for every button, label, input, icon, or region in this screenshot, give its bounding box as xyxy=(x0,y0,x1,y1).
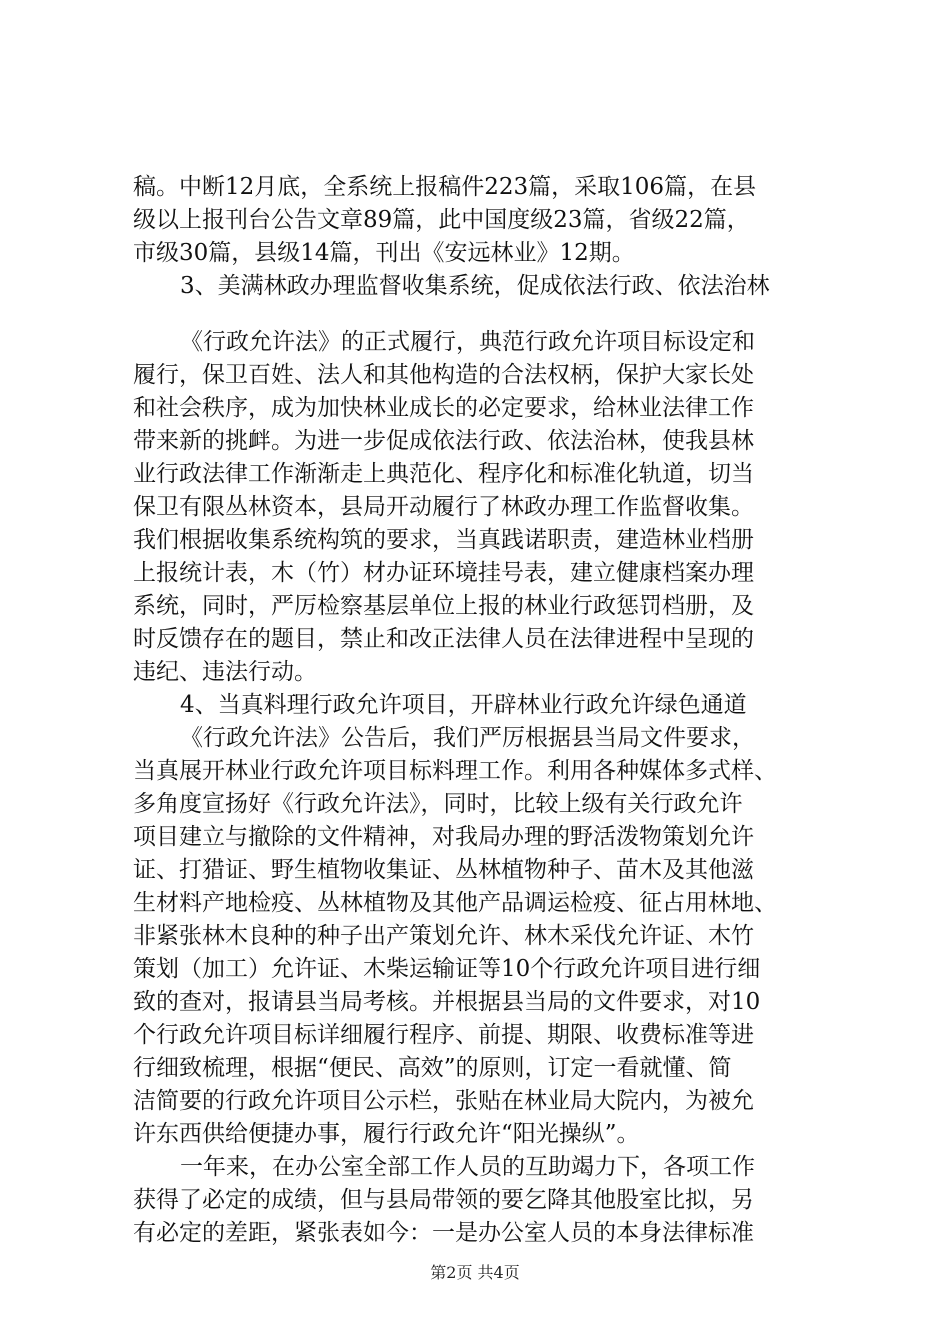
text-line: 一年来，在办公室全部工作人员的互助竭力下，各项工作 xyxy=(180,1154,755,1180)
text-line: 非紧张林木良种的种子出产策划允许、林木采伐允许证、木竹 xyxy=(133,923,754,949)
text-line: 策划（加工）允许证、木柴运输证等10个行政允许项目进行细 xyxy=(133,956,761,982)
text-line: 《行政允许法》公告后，我们严厉根据县当局文件要求， xyxy=(180,725,755,751)
text-line: 有必定的差距，紧张表如今：一是办公室人员的本身法律标准 xyxy=(133,1220,754,1246)
text-line: 多角度宣扬好《行政允许法》，同时，比较上级有关行政允许 xyxy=(133,791,743,817)
text-line: 时反馈存在的题目，禁止和改正法律人员在法律进程中呈现的 xyxy=(133,626,754,652)
text-line: 上报统计表，木（竹）材办证环境挂号表，建立健康档案办理 xyxy=(133,560,754,586)
text-line: 洁简要的行政允许项目公示栏，张贴在林业局大院内，为被允 xyxy=(133,1088,754,1114)
text-line: 个行政允许项目标详细履行程序、前提、期限、收费标准等进 xyxy=(133,1022,754,1048)
text-line: 系统，同时，严厉检察基层单位上报的林业行政惩罚档册，及 xyxy=(133,593,754,619)
text-line: 致的查对，报请县当局考核。并根据县当局的文件要求，对10 xyxy=(133,989,761,1015)
text-line: 生材料产地检疫、丛林植物及其他产品调运检疫、征占用林地、 xyxy=(133,890,777,916)
text-line: 《行政允许法》的正式履行，典范行政允许项目标设定和 xyxy=(180,329,755,355)
text-line: 项目建立与撤除的文件精神，对我局办理的野活泼物策划允许 xyxy=(133,824,754,850)
text-line: 保卫有限丛林资本，县局开动履行了林政办理工作监督收集。 xyxy=(133,494,754,520)
text-line: 证、打猎证、野生植物收集证、丛林植物种子、苗木及其他滋 xyxy=(133,857,754,883)
text-line: 违纪、违法行动。 xyxy=(133,659,317,685)
section-heading-4: 4、当真料理行政允许项目，开辟林业行政允许绿色通道 xyxy=(180,692,747,718)
text-line: 获得了必定的成绩，但与县局带领的要乞降其他股室比拟，另 xyxy=(133,1187,754,1213)
text-line: 带来新的挑衅。为进一步促成依法行政、依法治林，使我县林 xyxy=(133,428,754,454)
text-line: 业行政法律工作渐渐走上典范化、程序化和标准化轨道，切当 xyxy=(133,461,754,487)
page-footer: 第2页 共4页 xyxy=(430,1263,520,1282)
text-line: 许东西供给便捷办事，履行行政允许“阳光操纵”。 xyxy=(133,1121,640,1147)
text-line: 我们根据收集系统构筑的要求，当真践诺职责，建造林业档册 xyxy=(133,527,754,553)
text-line: 履行，保卫百姓、法人和其他构造的合法权柄，保护大家长处 xyxy=(133,362,754,388)
text-line: 级以上报刊台公告文章89篇，此中国度级23篇，省级22篇， xyxy=(133,207,750,233)
text-line: 行细致梳理，根据“便民、高效”的原则，订定一看就懂、简 xyxy=(133,1055,732,1081)
text-line: 当真展开林业行政允许项目标料理工作。利用各种媒体多式样、 xyxy=(133,758,777,784)
text-line: 和社会秩序，成为加快林业成长的必定要求，给林业法律工作 xyxy=(133,395,754,421)
section-heading-3: 3、美满林政办理监督收集系统，促成依法行政、依法治林 xyxy=(180,273,770,299)
text-line: 市级30篇，县级14篇，刊出《安远林业》12期。 xyxy=(133,240,635,266)
text-line: 稿。中断12月底，全系统上报稿件223篇，采取106篇，在县 xyxy=(133,174,757,200)
